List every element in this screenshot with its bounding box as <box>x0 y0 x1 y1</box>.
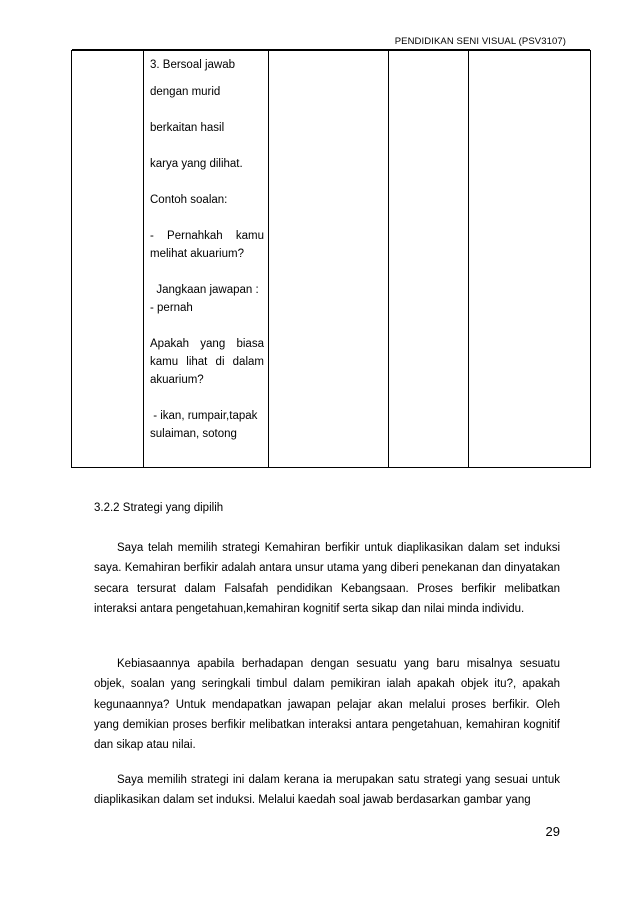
cell-line: Jangkaan jawapan : <box>150 284 259 296</box>
cell-line: dengan murid <box>150 86 221 98</box>
cell-word: - <box>150 230 154 242</box>
header-title: PENDIDIKAN SENI VISUAL (PSV3107) <box>394 36 566 47</box>
table-row <box>72 51 591 468</box>
cell-word: Apakah <box>150 338 190 350</box>
cell-word: di <box>215 356 225 368</box>
page-number: 29 <box>545 824 560 839</box>
cell-line: 3. Bersoal jawab <box>150 59 236 71</box>
cell-word: Pernahkah <box>167 230 223 242</box>
cell-word: biasa <box>236 338 264 350</box>
cell-line: - ikan, rumpair,tapak <box>150 410 258 422</box>
paragraph <box>94 770 560 811</box>
cell-word: kamu <box>235 230 264 242</box>
lesson-table <box>71 50 591 468</box>
paragraph-text: Saya telah memilih strategi Kemahiran berfikir untuk diaplikasikan dalam set induksi saya. Kemahiran berfikir adalah antara unsur utama yang diberi penekanan dan dinyatakan secara tersurat dalam Falsafah pendidikan Kebangsaan. Proses berfikir melibatkan interaksi antara pengetahuan,kemahiran kognitif serta sikap dan nilai minda individu. <box>94 542 560 615</box>
cell-line-justified <box>150 353 264 371</box>
cell-line-justified <box>150 227 264 245</box>
page-header <box>72 34 590 50</box>
cell-line: melihat akuarium? <box>150 248 244 260</box>
cell-line: karya yang dilihat. <box>150 158 243 170</box>
cell-line: sulaiman, sotong <box>150 428 237 440</box>
cell-line: berkaitan hasil <box>150 122 225 134</box>
cell-word: yang <box>200 338 226 350</box>
table-cell-empty <box>389 51 469 468</box>
paragraph-text: Kebiasaannya apabila berhadapan dengan sesuatu yang baru misalnya sesuatu objek, soalan yang seringkali timbul dalam pemikiran ialah apakah objek itu?, apakah kegunaannya? Untuk mendapatkan jawapan pelajar akan melalui proses berfikir. Oleh yang demikian proses berfikir melibatkan interaksi antara pengetahuan, kemahiran kognitif dan sikap atau nilai. <box>94 658 560 752</box>
paragraph <box>94 538 560 619</box>
table-cell-activity <box>144 51 269 468</box>
paragraph <box>94 654 560 755</box>
cell-line: akuarium? <box>150 374 204 386</box>
cell-line: Contoh soalan: <box>150 194 228 206</box>
cell-word: lihat <box>186 356 208 368</box>
cell-line: - pernah <box>150 302 193 314</box>
section-title: 3.2.2 Strategi yang dipilih <box>94 502 224 514</box>
table-cell-empty <box>269 51 389 468</box>
table-cell-empty <box>72 51 144 468</box>
cell-word: dalam <box>232 356 264 368</box>
cell-line-justified <box>150 335 264 353</box>
paragraph-text: Saya memilih strategi ini dalam kerana ia merupakan satu strategi yang sesuai untuk diaplikasikan dalam set induksi. Melalui kaedah soal jawab berdasarkan gambar yang <box>94 774 560 807</box>
table-cell-empty <box>469 51 591 468</box>
cell-word: kamu <box>150 356 179 368</box>
